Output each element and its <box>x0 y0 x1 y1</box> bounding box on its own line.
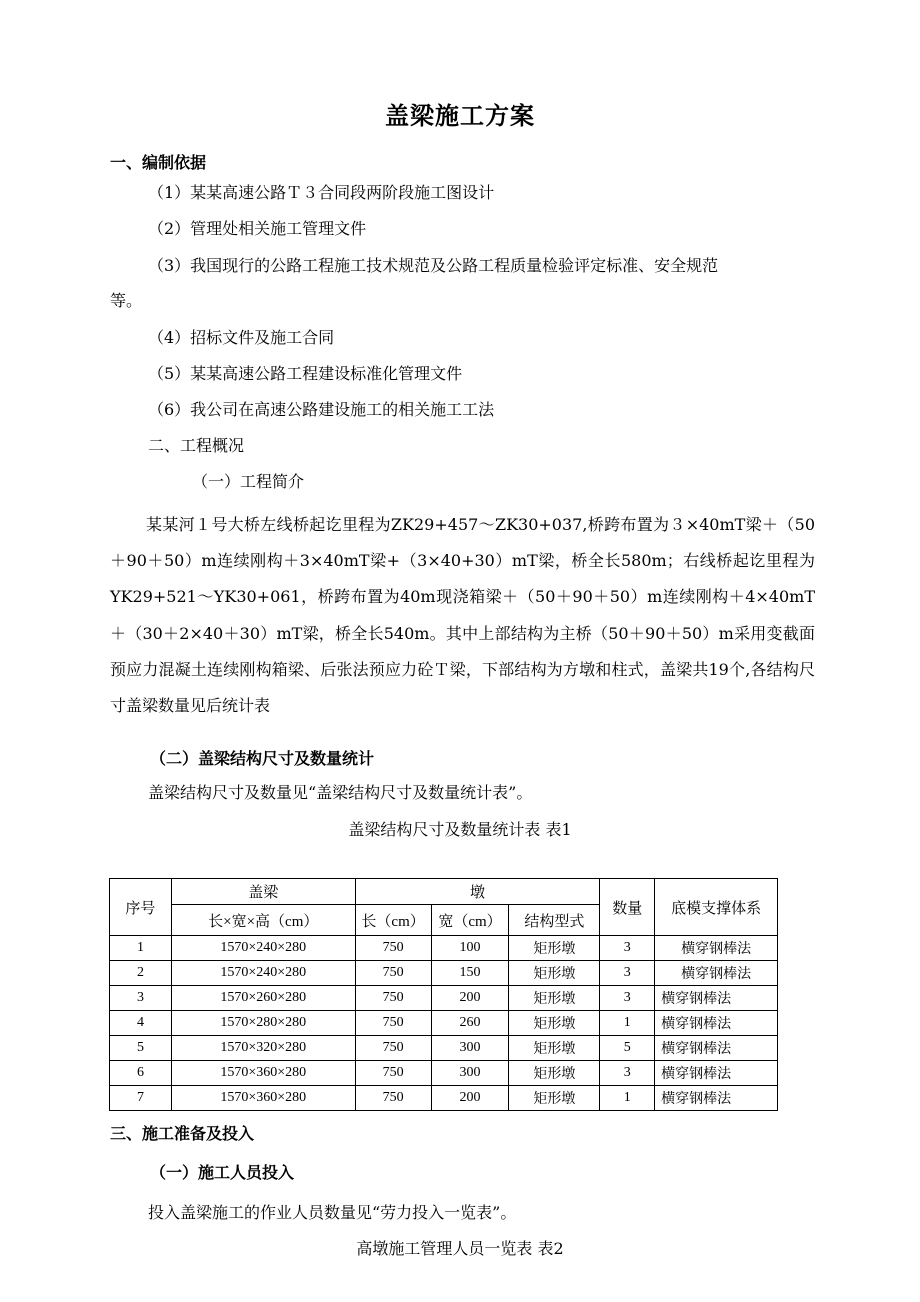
table-row <box>110 986 778 1011</box>
table-row <box>110 936 778 961</box>
basis-item-4: （4）招标文件及施工合同 <box>148 328 335 347</box>
cell-count: 1 <box>600 1086 655 1111</box>
cell-dims: 1570×240×280 <box>171 961 355 986</box>
cell-width: 200 <box>431 986 509 1011</box>
header-pier-width: 宽（cm） <box>431 905 509 936</box>
cell-dims: 1570×360×280 <box>171 1086 355 1111</box>
table1-caption: 盖梁结构尺寸及数量统计表 表1 <box>348 820 572 839</box>
cell-type: 矩形墩 <box>509 986 600 1011</box>
table2-caption: 高墩施工管理人员一览表 表2 <box>356 1239 564 1258</box>
cell-type: 矩形墩 <box>509 936 600 961</box>
cell-count: 1 <box>600 1011 655 1036</box>
cell-count: 3 <box>600 961 655 986</box>
cell-no: 7 <box>110 1086 172 1111</box>
header-pier-length: 长（cm） <box>355 905 431 936</box>
cell-support: 横穿钢棒法 <box>655 1036 778 1061</box>
cell-support: 横穿钢棒法 <box>655 1086 778 1111</box>
cell-type: 矩形墩 <box>509 1036 600 1061</box>
cell-length: 750 <box>355 936 431 961</box>
header-beam: 盖梁 <box>171 879 355 905</box>
header-count: 数量 <box>600 879 655 936</box>
cell-width: 260 <box>431 1011 509 1036</box>
cell-no: 6 <box>110 1061 172 1086</box>
table-row <box>110 961 778 986</box>
page-title: 盖梁施工方案 <box>385 101 535 130</box>
cell-no: 3 <box>110 986 172 1011</box>
cell-no: 2 <box>110 961 172 986</box>
cell-length: 750 <box>355 1061 431 1086</box>
table-row <box>110 1011 778 1036</box>
cell-support: 横穿钢棒法 <box>655 986 778 1011</box>
cell-length: 750 <box>355 961 431 986</box>
cell-count: 3 <box>600 936 655 961</box>
cell-width: 200 <box>431 1086 509 1111</box>
cell-width: 300 <box>431 1036 509 1061</box>
cell-type: 矩形墩 <box>509 961 600 986</box>
cell-no: 4 <box>110 1011 172 1036</box>
cell-length: 750 <box>355 986 431 1011</box>
header-support: 底模支撑体系 <box>655 879 778 936</box>
table-row <box>110 1036 778 1061</box>
cell-count: 5 <box>600 1036 655 1061</box>
basis-item-3-cont: 等。 <box>110 291 143 310</box>
cell-dims: 1570×260×280 <box>171 986 355 1011</box>
header-pier: 墩 <box>355 879 600 905</box>
cell-count: 3 <box>600 1061 655 1086</box>
cell-dims: 1570×240×280 <box>171 936 355 961</box>
section3-sub1-heading: （一）施工人员投入 <box>150 1163 295 1182</box>
cell-dims: 1570×320×280 <box>171 1036 355 1061</box>
cell-support: 横穿钢棒法 <box>655 936 778 961</box>
section3-heading: 三、施工准备及投入 <box>110 1124 255 1143</box>
cell-type: 矩形墩 <box>509 1011 600 1036</box>
cell-type: 矩形墩 <box>509 1086 600 1111</box>
cell-support: 横穿钢棒法 <box>655 1061 778 1086</box>
basis-item-6: （6）我公司在高速公路建设施工的相关施工工法 <box>148 400 495 419</box>
cell-dims: 1570×360×280 <box>171 1061 355 1086</box>
basis-item-3: （3）我国现行的公路工程施工技术规范及公路工程质量检验评定标准、安全规范 <box>148 256 719 275</box>
cell-width: 150 <box>431 961 509 986</box>
header-beam-dims: 长×宽×高（cm） <box>171 905 355 936</box>
header-pier-type: 结构型式 <box>509 905 600 936</box>
table-row <box>110 1061 778 1086</box>
section2-sub2-heading: （二）盖梁结构尺寸及数量统计 <box>150 749 375 768</box>
basis-item-5: （5）某某高速公路工程建设标准化管理文件 <box>148 364 463 383</box>
cell-length: 750 <box>355 1036 431 1061</box>
project-overview-paragraph: 某某河１号大桥左线桥起讫里程为ZK29+457～ZK30+037,桥跨布置为３×40mT梁＋（50＋90＋50）m连续刚构＋3×40mT梁+（3×40+30）mT梁，桥全长580m；右线桥起讫里程为YK29+521～YK30+061，桥跨布置为40m现浇箱梁＋（50＋90＋50）m连续刚构＋4×40mT＋（30＋2×40＋30）mT梁，桥全长540m。其中上部结构为主桥（50＋90＋50）m采用变截面预应力混凝土连续刚构箱梁、后张法预应力砼Ｔ梁，下部结构为方墩和柱式，盖梁共19个,各结构尺寸盖梁数量见后统计表 <box>110 515 815 716</box>
section2-sub1-heading: （一）工程简介 <box>192 472 305 491</box>
cell-no: 5 <box>110 1036 172 1061</box>
cell-width: 300 <box>431 1061 509 1086</box>
cell-width: 100 <box>431 936 509 961</box>
cell-dims: 1570×280×280 <box>171 1011 355 1036</box>
cell-length: 750 <box>355 1011 431 1036</box>
header-no: 序号 <box>110 879 172 936</box>
section2-sub2-text: 盖梁结构尺寸及数量见“盖梁结构尺寸及数量统计表”。 <box>148 783 533 802</box>
table-row <box>110 1086 778 1111</box>
section3-sub1-text: 投入盖梁施工的作业人员数量见“劳力投入一览表”。 <box>148 1203 517 1222</box>
basis-item-1: （1）某某高速公路Ｔ３合同段两阶段施工图设计 <box>148 183 495 202</box>
cell-no: 1 <box>110 936 172 961</box>
basis-item-2: （2）管理处相关施工管理文件 <box>148 219 367 238</box>
cell-length: 750 <box>355 1086 431 1111</box>
cell-type: 矩形墩 <box>509 1061 600 1086</box>
cell-count: 3 <box>600 986 655 1011</box>
cell-support: 横穿钢棒法 <box>655 961 778 986</box>
cell-support: 横穿钢棒法 <box>655 1011 778 1036</box>
section2-heading: 二、工程概况 <box>148 436 245 455</box>
beam-statistics-table <box>109 878 778 1111</box>
section1-heading: 一、编制依据 <box>110 153 207 172</box>
